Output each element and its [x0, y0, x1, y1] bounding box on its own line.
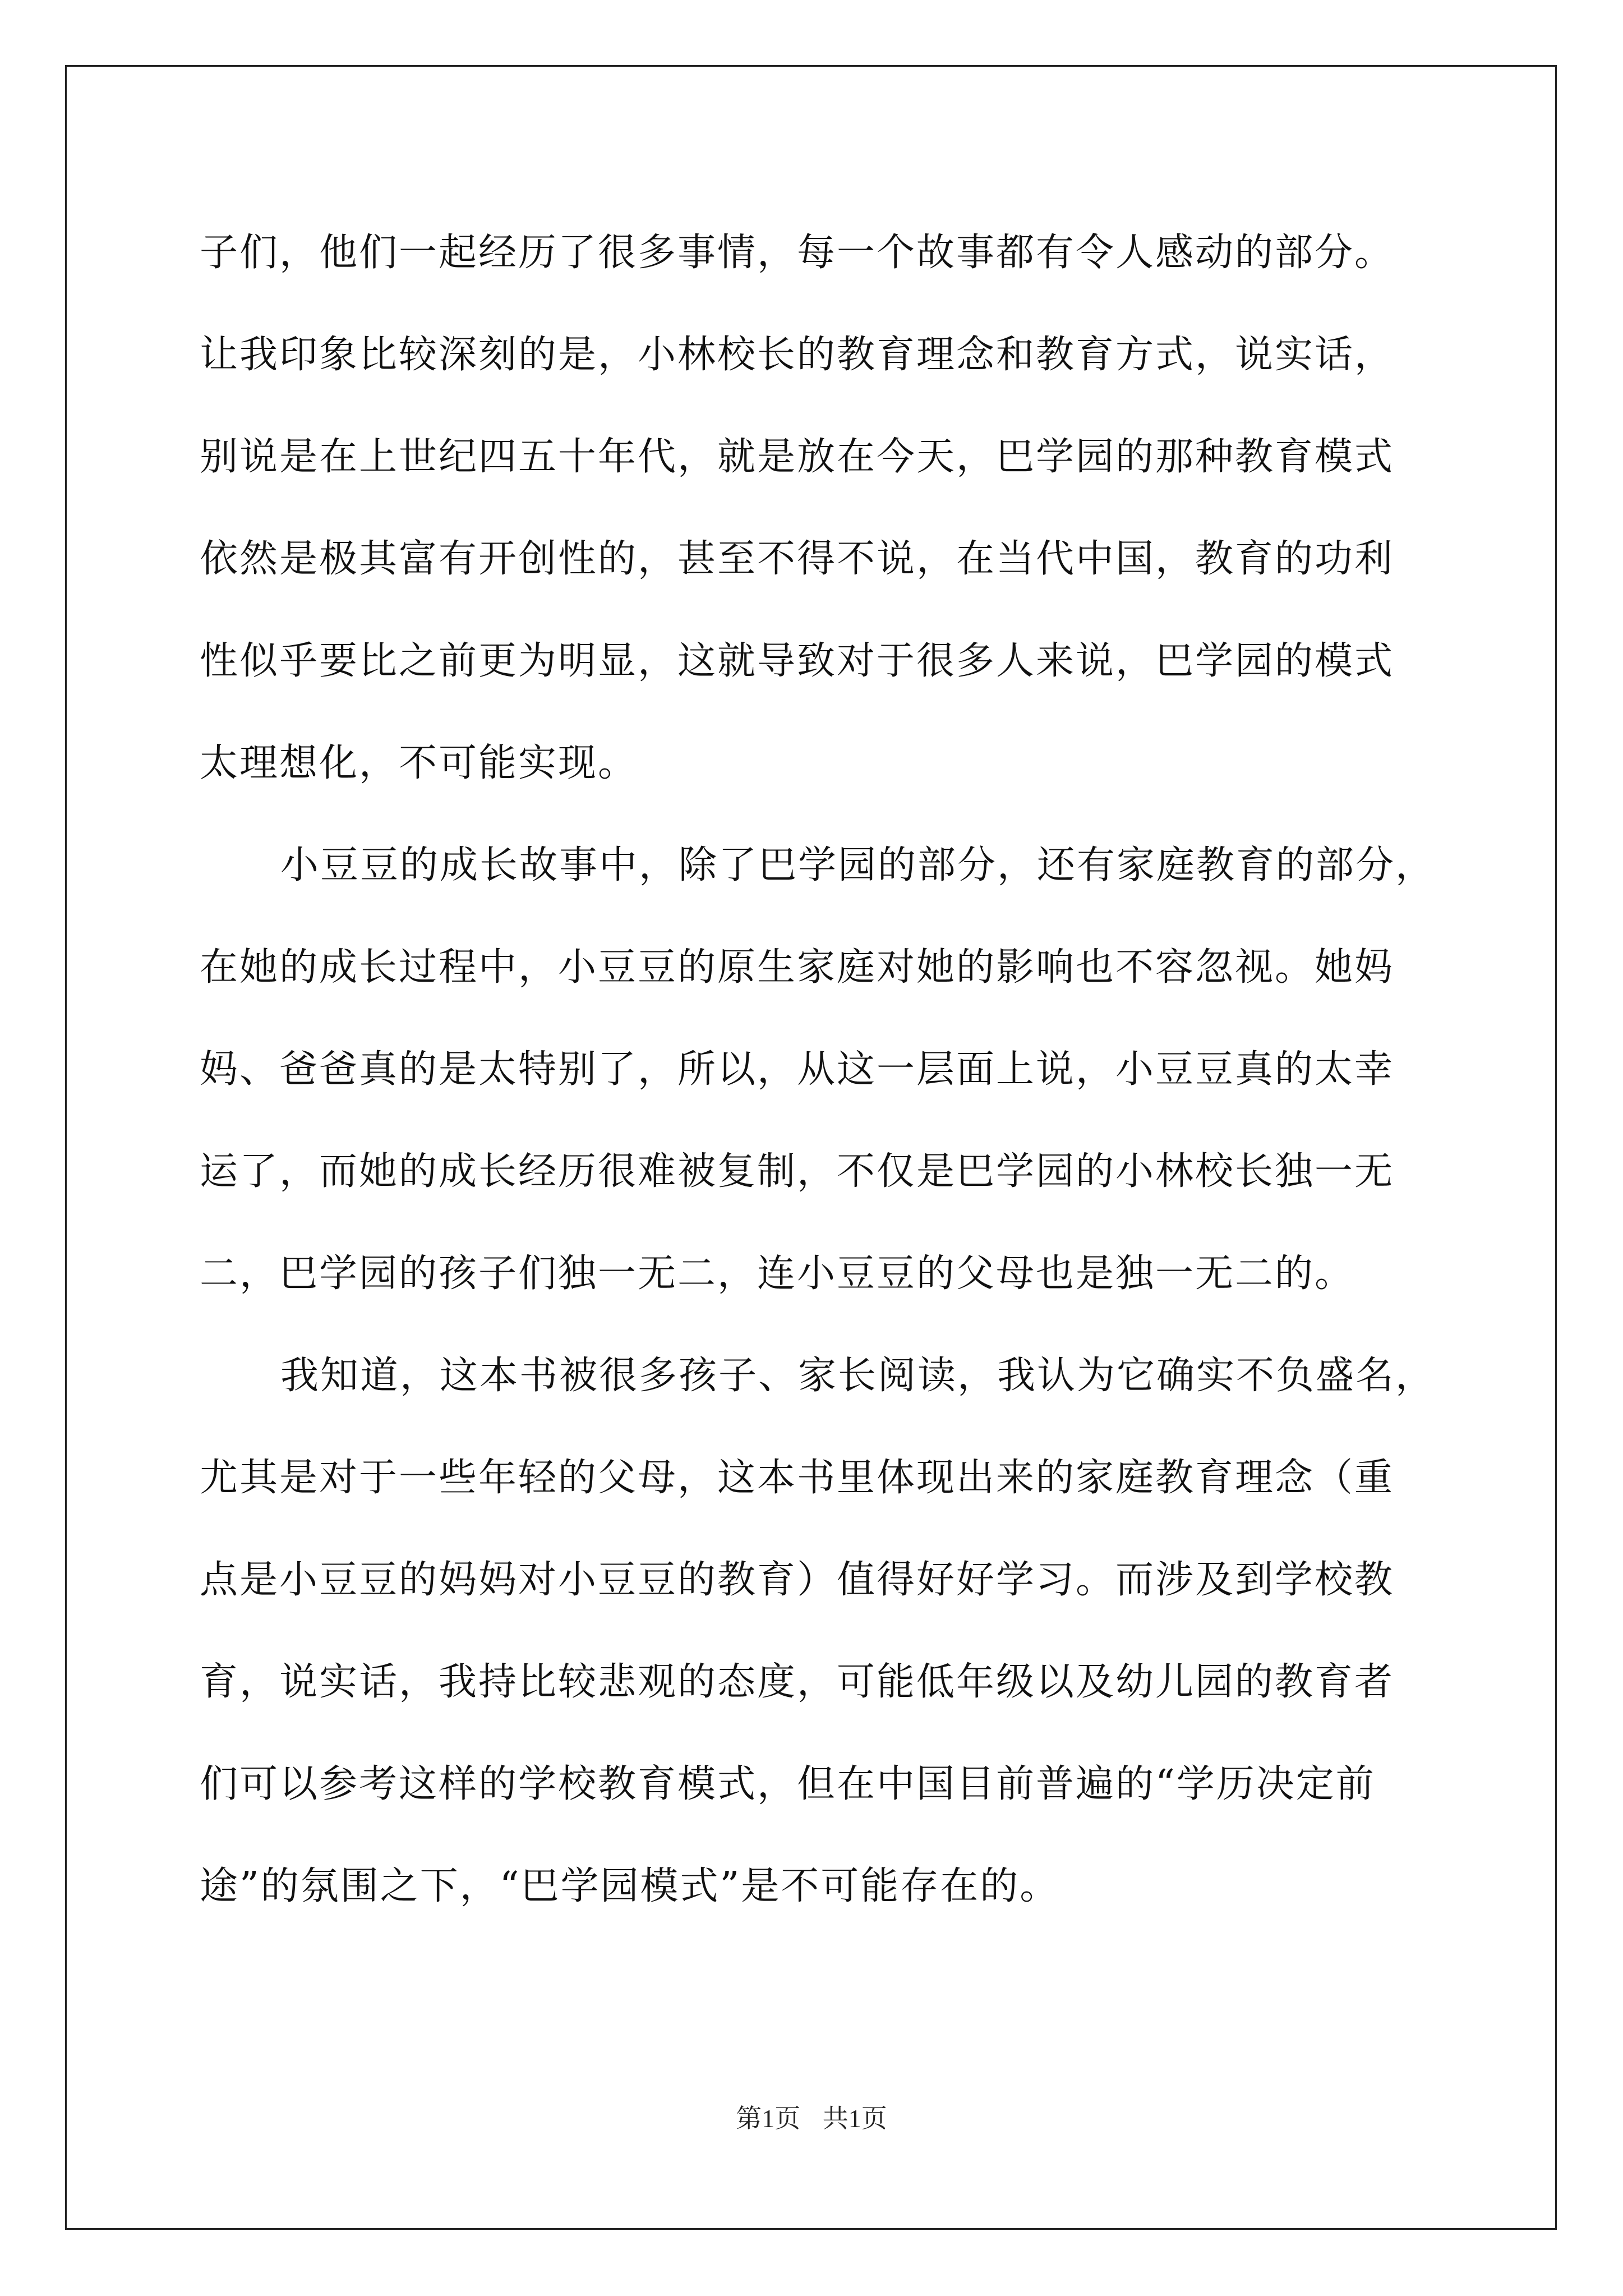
- text-line: 子们，他们一起经历了很多事情，每一个故事都有令人感动的部分。: [200, 231, 1395, 275]
- text-line: 太理想化，不可能实现。: [200, 741, 638, 785]
- text-line: 二，巴学园的孩子们独一无二，连小豆豆的父母也是独一无二的。: [200, 1251, 1355, 1296]
- text-line: 让我印象比较深刻的是，小林校长的教育理念和教育方式，说实话，: [200, 333, 1395, 377]
- text-line: 我知道，这本书被很多孩子、家长阅读，我认为它确实不负盛名，: [280, 1354, 1436, 1398]
- text-line: 尤其是对于一些年轻的父母，这本书里体现出来的家庭教育理念（重: [200, 1456, 1395, 1500]
- page-total: 共1页: [822, 2104, 887, 2133]
- text-line: 别说是在上世纪四五十年代，就是放在今天，巴学园的那种教育模式: [200, 435, 1395, 479]
- page-footer: [0, 2098, 1623, 2135]
- paragraph-3: [200, 1325, 1450, 1938]
- page-number: 第1页: [736, 2104, 801, 2133]
- text-line: 途”的氛围之下，“巴学园模式”是不可能存在的。: [200, 1864, 1060, 1908]
- text-line: 依然是极其富有开创性的，甚至不得不说，在当代中国，教育的功利: [200, 537, 1395, 581]
- text-line: 在她的成长过程中，小豆豆的原生家庭对她的影响也不容忽视。她妈: [200, 945, 1395, 990]
- text-line: 点是小豆豆的妈妈对小豆豆的教育）值得好好学习。而涉及到学校教: [200, 1558, 1395, 1602]
- text-line: 妈、爸爸真的是太特别了，所以，从这一层面上说，小豆豆真的太幸: [200, 1047, 1395, 1092]
- text-line: 运了，而她的成长经历很难被复制，不仅是巴学园的小林校长独一无: [200, 1149, 1395, 1194]
- text-line: 小豆豆的成长故事中，除了巴学园的部分，还有家庭教育的部分，: [280, 843, 1436, 887]
- paragraph-1: [200, 202, 1450, 815]
- text-line: 性似乎要比之前更为明显，这就导致对于很多人来说，巴学园的模式: [200, 639, 1395, 683]
- document-body: [200, 202, 1450, 1938]
- paragraph-2: [200, 815, 1450, 1325]
- text-line: 育，说实话，我持比较悲观的态度，可能低年级以及幼儿园的教育者: [200, 1660, 1395, 1704]
- text-line: 们可以参考这样的学校教育模式，但在中国目前普遍的“学历决定前: [200, 1762, 1376, 1806]
